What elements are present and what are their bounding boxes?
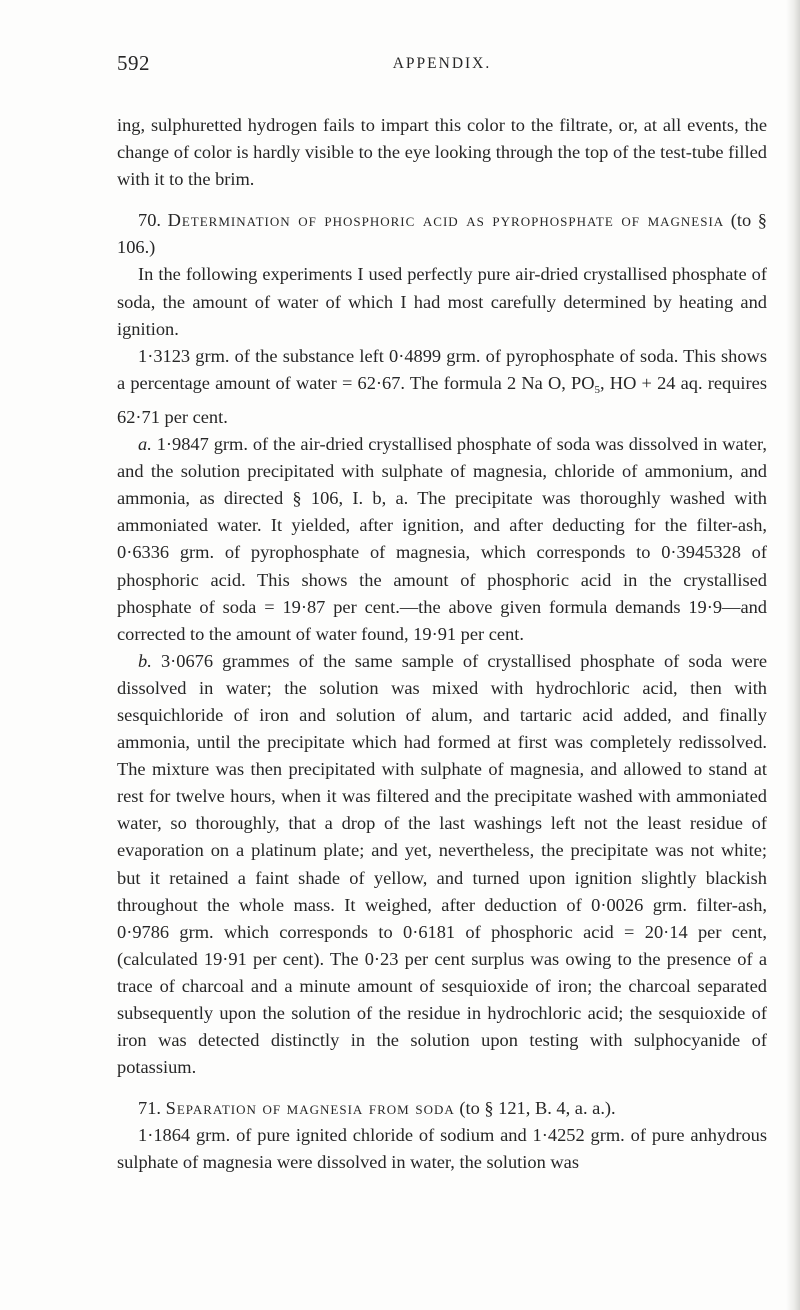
paragraph-experiment-b bbox=[117, 648, 767, 1082]
experiment-a-label: a. bbox=[138, 434, 152, 455]
water-text-part1: 1·3123 grm. of the substance left 0·4899 grm. of pyrophosphate of soda. This shows a percentage amount of water = 62·67. The formula 2 Na O, PO bbox=[117, 345, 767, 393]
running-title: APPENDIX. bbox=[392, 55, 492, 72]
section-70-ref: (to § 106.) bbox=[117, 210, 767, 258]
experiment-a-text: 1·9847 grm. of the air-dried crystallised phosphate of soda was dissolved in water, and the solution precipitated with sulphate of magnesia, chloride of ammonium, and ammonia, as directed § 106, I. b, a. The precipitate was thoroughly washed with ammoniated water. It yielded, after ignition, and after deducting for the filter-ash, 0·6336 grm. of pyrophosphate of magnesia, which corresponds to 0·3945328 of phosphoric acid. This shows the amount of phosphoric acid in the crystallised phosphate of soda = 19·87 per cent.—the above given formula demands 19·9—and corrected to the amount of water found, 19·91 per cent. bbox=[117, 434, 767, 644]
section-71-number: 71. bbox=[138, 1098, 161, 1119]
section-71-title: Separation of magnesia from soda bbox=[165, 1098, 455, 1119]
paragraph-continuation: ing, sulphuretted hydrogen fails to impart this color to the filtrate, or, at all events, the change of color is hardly visible to the eye looking through the top of the test-tube filled with it to the brim. bbox=[117, 115, 767, 190]
paragraph-experiment-a bbox=[117, 431, 767, 648]
page-number: 592 bbox=[117, 51, 150, 75]
section-71-heading bbox=[117, 1095, 767, 1122]
water-text-part2: , HO + 24 aq. requires 62·71 per cent. bbox=[117, 372, 767, 427]
running-head bbox=[117, 51, 767, 81]
page-edge-shadow bbox=[786, 0, 800, 1310]
paragraph-separation: 1·1864 grm. of pure ignited chloride of sodium and 1·4252 grm. of pure anhydrous sulphate of magnesia were dissolved in water, the solution was bbox=[117, 1125, 767, 1173]
body-text bbox=[117, 112, 767, 1177]
paragraph-materials: In the following experiments I used perfectly pure air-dried crystallised phosphate of soda, the amount of water of which I had most carefully determined by heating and ignition. bbox=[117, 264, 767, 339]
section-70-heading bbox=[117, 207, 767, 261]
experiment-b-text: 3·0676 grammes of the same sample of crystallised phosphate of soda were dissolved in water; the solution was mixed with hydrochloric acid, then with sesquichloride of iron and solution of alum, and tartaric acid added, and finally ammonia, until the precipitate which had formed at first was completely redissolved. The mixture was then precipitated with sulphate of magnesia, and allowed to stand at rest for twelve hours, when it was filtered and the precipitate washed with ammoniated water, so thoroughly, that a drop of the last washings left not the least residue of evaporation on a platinum plate; and yet, nevertheless, the precipitate was not white; but it retained a faint shade of yellow, and turned upon ignition slightly blackish throughout the whole mass. It weighed, after deduction of 0·0026 grm. filter-ash, 0·9786 grm. which corresponds to 0·6181 of phosphoric acid = 20·14 per cent, (calculated 19·91 per cent). The 0·23 per cent surplus was owing to the presence of a trace of charcoal and a minute amount of sesquioxide of iron; the charcoal separated subsequently upon the solution of the residue in hydrochloric acid; the sesquioxide of iron was detected distinctly in the solution upon testing with sulphocyanide of potassium. bbox=[117, 650, 767, 1078]
paragraph-water-determination bbox=[117, 343, 767, 431]
section-71-ref: (to § 121, B. 4, a. a.). bbox=[459, 1098, 616, 1119]
experiment-b-label: b. bbox=[138, 650, 152, 671]
section-70-number: 70. bbox=[138, 210, 161, 231]
section-70-title: Determination of phosphoric acid as pyrophosphate of magnesia bbox=[167, 210, 725, 231]
formula-subscript: 5 bbox=[594, 383, 601, 396]
